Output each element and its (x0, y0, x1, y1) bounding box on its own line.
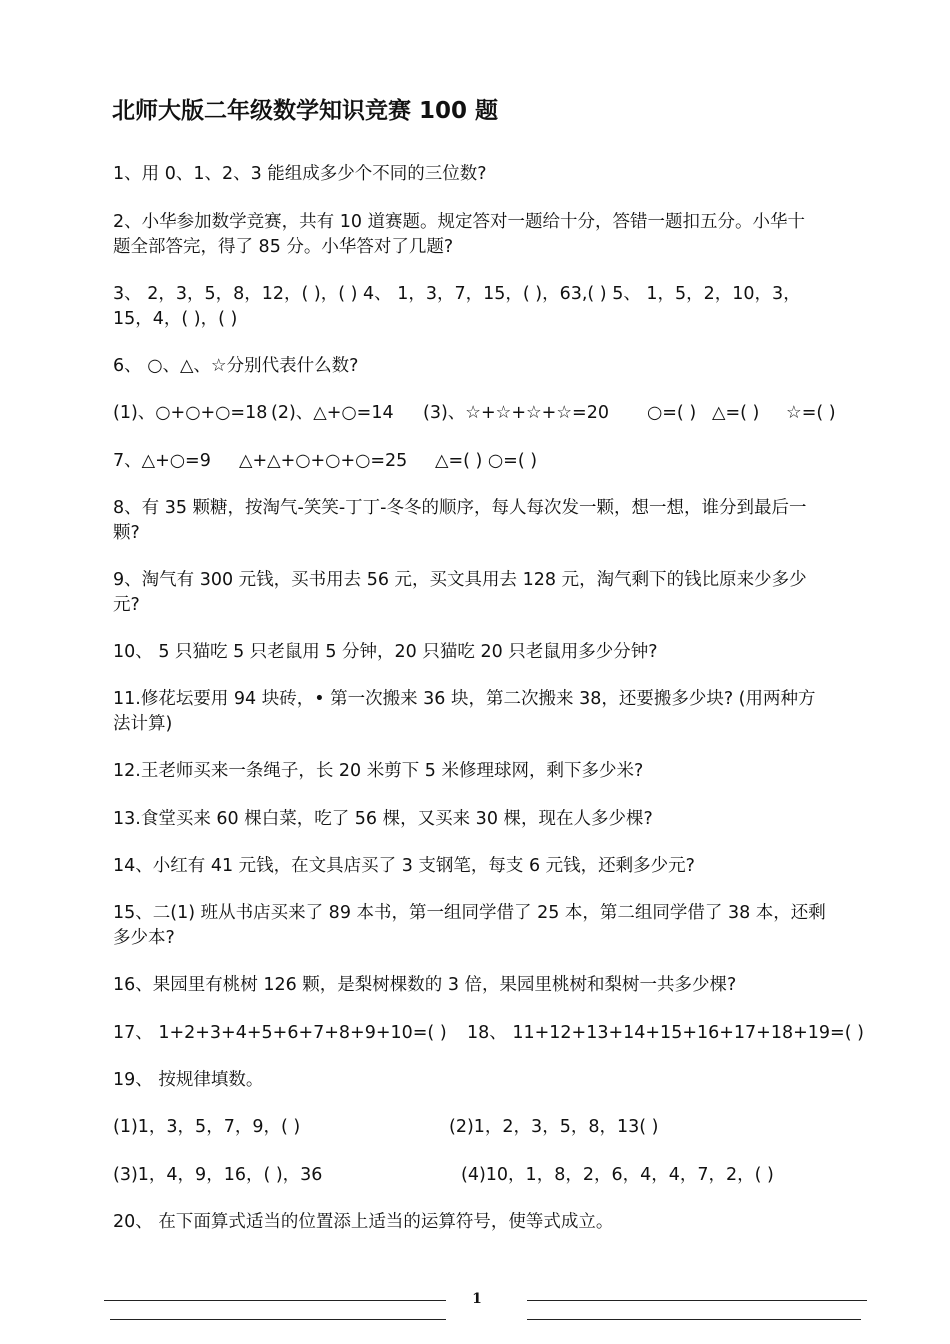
question-16: 16、果园里有桃树 126 颗，是梨树棵数的 3 倍，果园里桃树和梨树一共多少棵? (113, 975, 737, 995)
footer-rule-left-bottom (110, 1319, 446, 1320)
question-3-5-line-1: 3、 2，3，5，8，12，( )，( ) 4、 1，3，7，15，( )，63,( ) 5、 1，5，2，10，3， (113, 284, 801, 304)
question-20: 20、 在下面算式适当的位置添上适当的运算符号，使等式成立。 (113, 1212, 614, 1232)
footer-rule-right-top (527, 1300, 867, 1301)
question-19-part-2: (2)1，2，3，5，8，13( ) (449, 1117, 659, 1137)
question-3-5-line-2: 15，4，( )，( ) (113, 309, 238, 329)
question-11-line-2: 法计算) (113, 714, 173, 734)
footer-rule-right-bottom (527, 1319, 861, 1320)
question-19-part-1: (1)1，3，5，7，9，( ) (113, 1117, 301, 1137)
question-6: 6、 ○、△、☆分别代表什么数? (113, 356, 359, 376)
question-6-answer-triangle: △=( ) (712, 403, 760, 423)
question-14: 14、小红有 41 元钱，在文具店买了 3 支钢笔，每支 6 元钱，还剩多少元? (113, 856, 695, 876)
question-6-answer-star: ☆=( ) (786, 403, 836, 423)
question-6-part-1: (1)、○+○+○=18 (113, 403, 268, 423)
question-2-line-2: 题全部答完，得了 85 分。小华答对了几题? (113, 237, 454, 257)
question-7-part-1: 7、△+○=9 (113, 451, 211, 471)
question-19: 19、 按规律填数。 (113, 1070, 264, 1090)
question-11-line-1: 11.修花坛要用 94 块砖，• 第一次搬来 36 块，第二次搬来 38，还要搬多少块? (用两种方 (113, 689, 816, 709)
question-15-line-1: 15、二(1) 班从书店买来了 89 本书，第一组同学借了 25 本，第二组同学借了 38 本，还剩 (113, 903, 826, 923)
question-6-part-2: (2)、△+○=14 (271, 403, 394, 423)
question-15-line-2: 多少本? (113, 928, 175, 948)
question-12: 12.王老师买来一条绳子，长 20 米剪下 5 米修理球网，剩下多少米? (113, 761, 644, 781)
question-2-line-1: 2、小华参加数学竞赛，共有 10 道赛题。规定答对一题给十分，答错一题扣五分。小华十 (113, 212, 806, 232)
question-6-answer-circle: ○=( ) (647, 403, 697, 423)
question-19-part-3: (3)1，4，9，16，( )，36 (113, 1165, 323, 1185)
question-8-line-1: 8、有 35 颗糖，按淘气-笑笑-丁丁-冬冬的顺序，每人每次发一颗，想一想，谁分到最后一 (113, 498, 807, 518)
footer-rule-left-top (104, 1300, 446, 1301)
question-9-line-2: 元? (113, 595, 140, 615)
question-18: 18、 11+12+13+14+15+16+17+18+19=( ) (467, 1023, 864, 1043)
question-13: 13.食堂买来 60 棵白菜，吃了 56 棵，又买来 30 棵，现在人多少棵? (113, 809, 653, 829)
question-10: 10、 5 只猫吃 5 只老鼠用 5 分钟，20 只猫吃 20 只老鼠用多少分钟? (113, 642, 658, 662)
question-8-line-2: 颗? (113, 523, 140, 543)
question-17: 17、 1+2+3+4+5+6+7+8+9+10=( ) (113, 1023, 447, 1043)
question-7-answers: △=( ) ○=( ) (435, 451, 538, 471)
document-title: 北师大版二年级数学知识竞赛 100 题 (112, 98, 499, 124)
question-1: 1、用 0、1、2、3 能组成多少个不同的三位数? (113, 164, 487, 184)
question-19-part-4: (4)10，1，8，2，6，4，4，7，2，( ) (461, 1165, 774, 1185)
question-6-part-3: (3)、☆+☆+☆+☆=20 (423, 403, 609, 423)
page-number: 1 (472, 1291, 482, 1307)
question-7-part-2: △+△+○+○+○=25 (239, 451, 408, 471)
question-9-line-1: 9、淘气有 300 元钱，买书用去 56 元，买文具用去 128 元，淘气剩下的钱比原来少多少 (113, 570, 807, 590)
